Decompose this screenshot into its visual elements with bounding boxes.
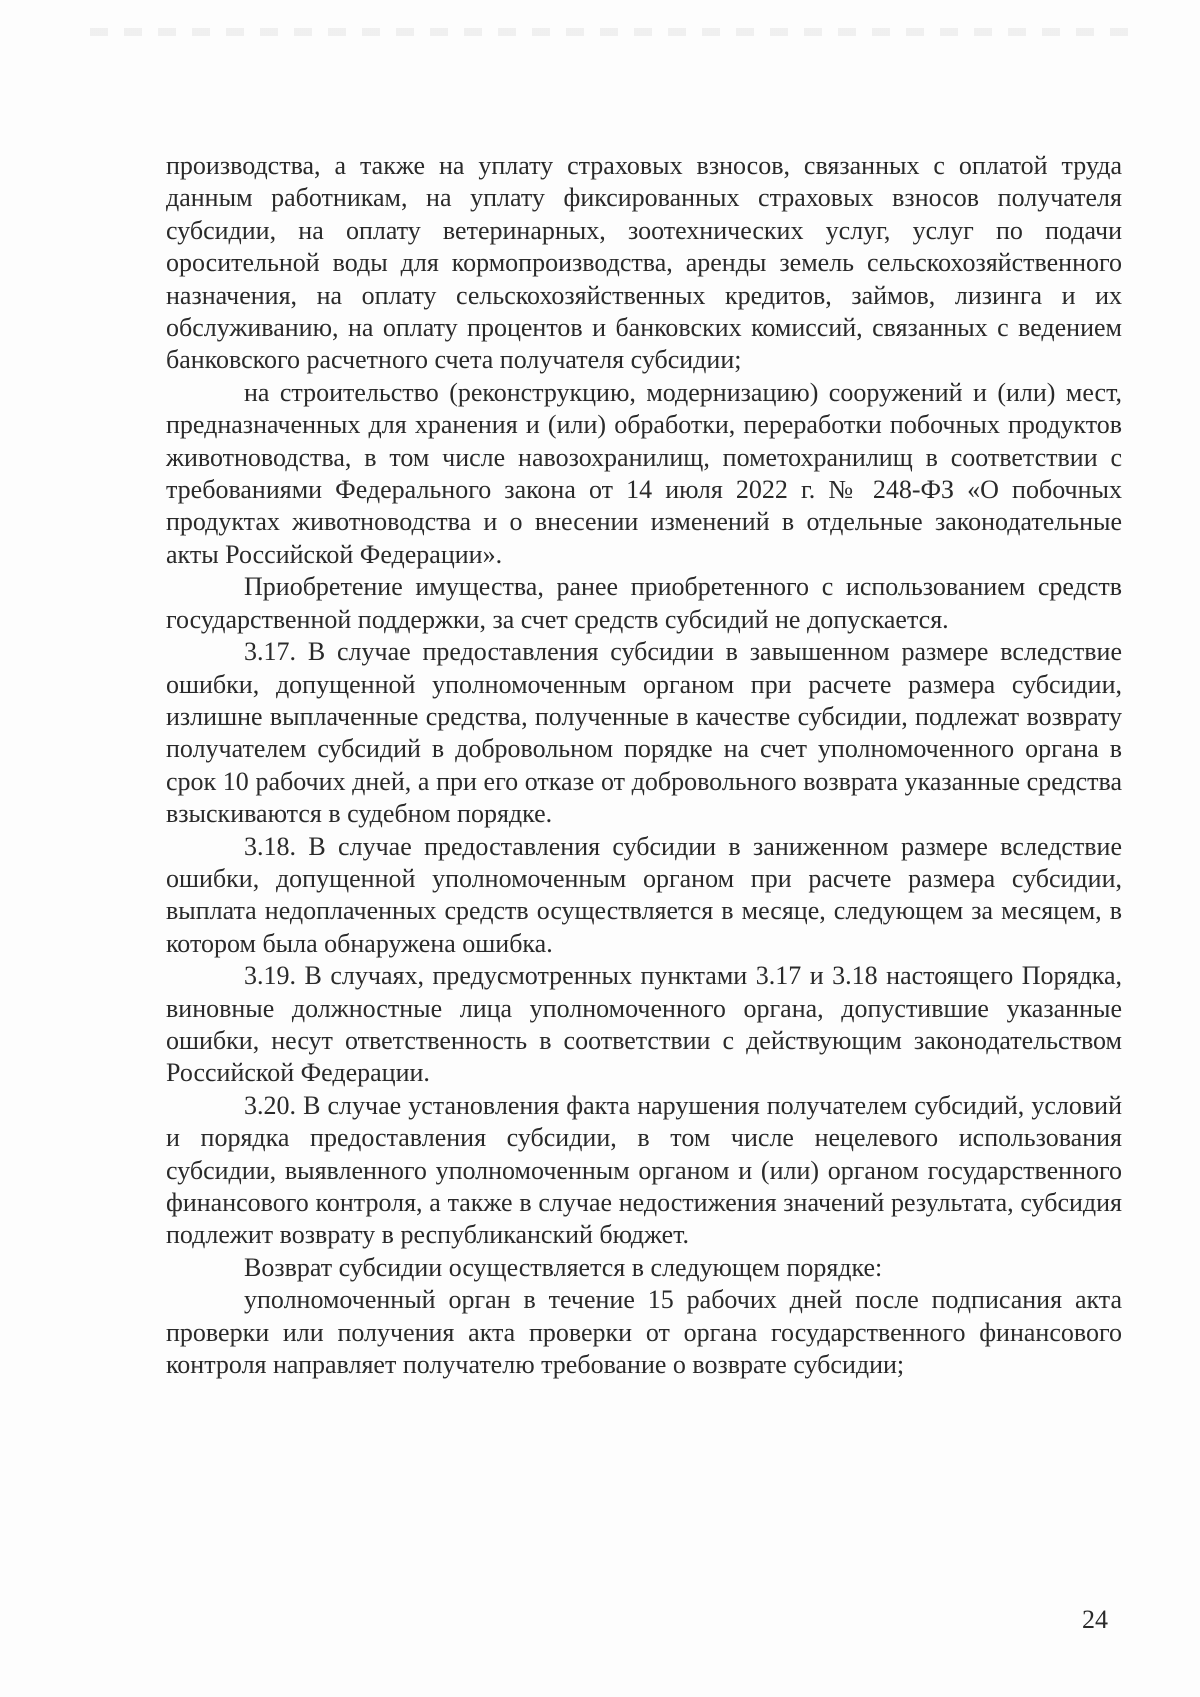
paragraph-return-demand: уполномоченный орган в течение 15 рабочих дней после подписания акта проверки или получения акта проверки от органа государственного финансового контроля направляет получателю требование о возврате субсидии;	[166, 1285, 1122, 1380]
paragraph-3-18: 3.18. В случае предоставления субсидии в заниженном размере вследствие ошибки, допущенной уполномоченным органом при расчете размера субсидии, выплата недоплаченных средств осуществляется в месяце, следующем за месяцем, в котором была обнаружена ошибка.	[166, 831, 1122, 958]
document-body	[166, 150, 1122, 1381]
paragraph-3-17: 3.17. В случае предоставления субсидии в завышенном размере вследствие ошибки, допущенной уполномоченным органом при расчете размера субсидии, излишне выплаченные средства, полученные в качестве субсидии, подлежат возврату получателем субсидий в добровольном порядке на счет уполномоченного органа в срок 10 рабочих дней, а при его отказе от добровольного возврата указанные средства взыскиваются в судебном порядке.	[166, 637, 1122, 829]
page-number: 24	[1082, 1605, 1108, 1634]
paragraph-return-procedure: Возврат субсидии осуществляется в следующем порядке:	[244, 1252, 883, 1282]
paragraph-3-20: 3.20. В случае установления факта нарушения получателем субсидий, условий и порядка предоставления субсидии, в том числе нецелевого использования субсидии, выявленного уполномоченным органом и (или) органом государственного финансового контроля, а также в случае недостижения значений результата, субсидия подлежит возврату в республиканский бюджет.	[166, 1090, 1122, 1250]
paragraph-3-19: 3.19. В случаях, предусмотренных пунктами 3.17 и 3.18 настоящего Порядка, виновные должностные лица уполномоченного органа, допустившие указанные ошибки, несут ответственность в соответствии с действующим законодательством Российской Федерации.	[166, 961, 1122, 1088]
paragraph-construction: на строительство (реконструкцию, модернизацию) сооружений и (или) мест, предназначенных для хранения и (или) обработки, переработки побочных продуктов животноводства, в том числе навозохранилищ, пометохранилищ в соответствии с требованиями Федерального закона от 14 июля 2022 г. № 248-ФЗ «О побочных продуктах животноводства и о внесении изменений в отдельные законодательные акты Российской Федерации».	[166, 377, 1122, 569]
paragraph-property-restriction: Приобретение имущества, ранее приобретенного с использованием средств государственной поддержки, за счет средств субсидий не допускается.	[166, 572, 1122, 634]
paragraph-continuation: производства, а также на уплату страховых взносов, связанных с оплатой труда данным работникам, на уплату фиксированных страховых взносов получателя субсидии, на оплату ветеринарных, зоотехнических услуг, услуг по подачи оросительной воды для кормопроизводства, аренды земель сельскохозяйственного назначения, на оплату сельскохозяйственных кредитов, займов, лизинга и их обслуживанию, на оплату процентов и банковских комиссий, связанных с ведением банковского расчетного счета получателя субсидии;	[166, 151, 1122, 375]
scan-artifact-strip	[90, 28, 1130, 36]
